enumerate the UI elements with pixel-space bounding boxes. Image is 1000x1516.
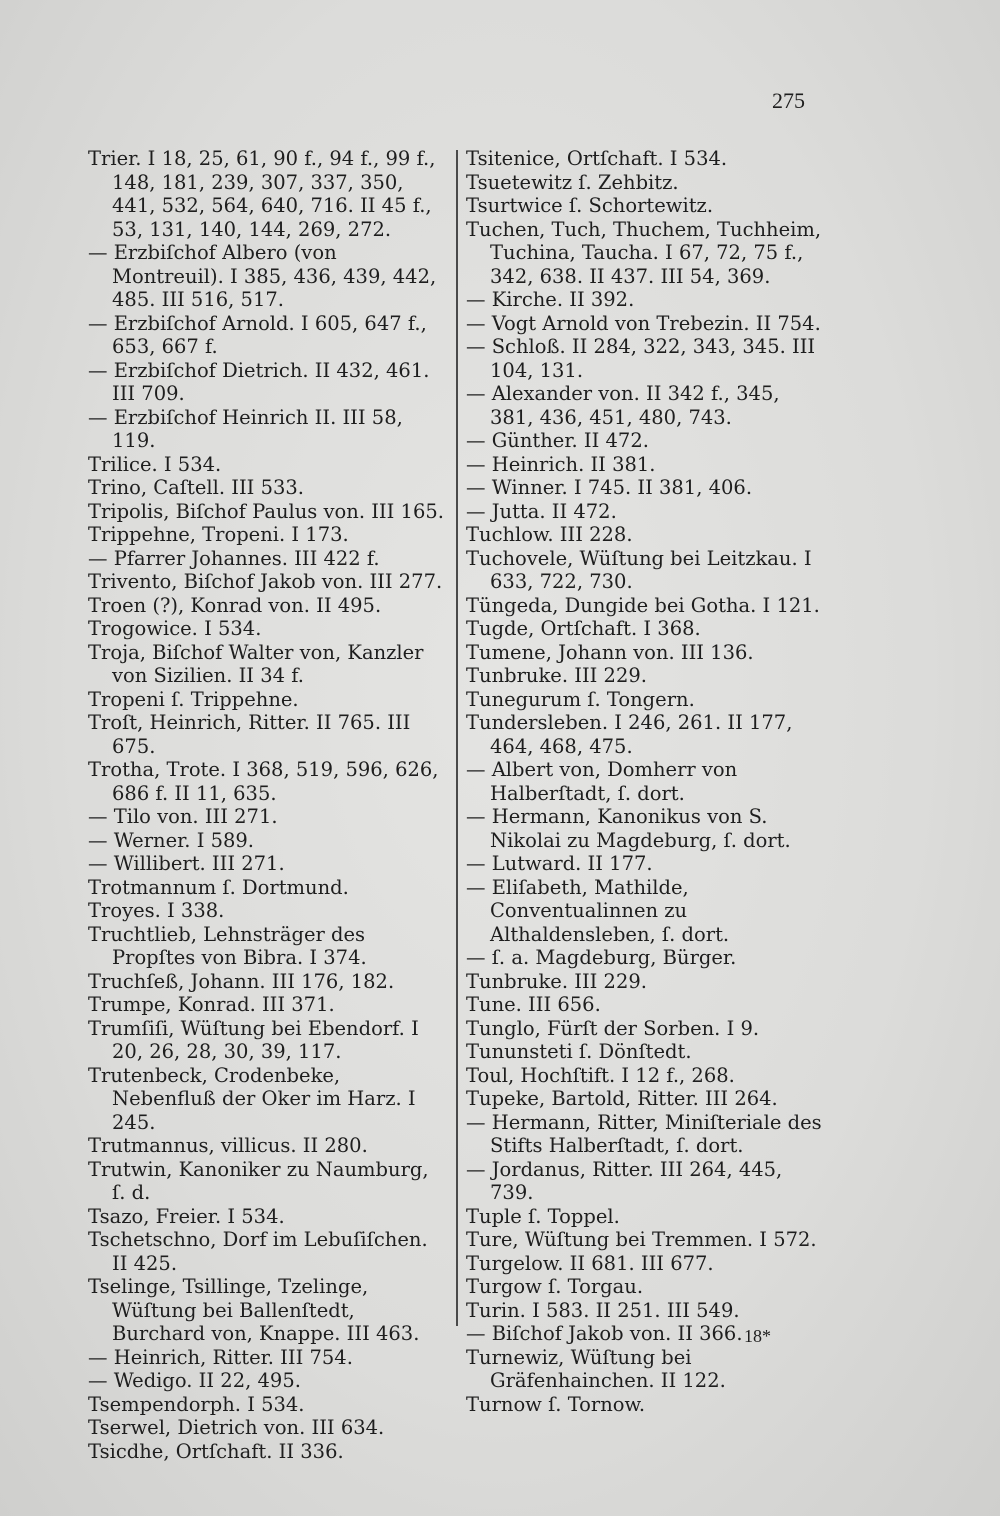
index-entry: Tuchovele, Wüſtung bei Leitzkau. I 633, 722, 730.: [466, 546, 812, 593]
index-entry: Trutenbeck, Crodenbeke, Nebenfluß der Oker im Harz. I 245.: [88, 1063, 416, 1134]
index-entry: Trumpe, Konrad. III 371.: [88, 993, 335, 1016]
index-entry: Troen (?), Konrad von. II 495.: [88, 593, 382, 617]
index-entry: Turnow ſ. Tornow.: [466, 1392, 646, 1416]
index-entry: — Erzbiſchof Dietrich. II 432, 461. III 709.: [88, 358, 430, 405]
index-entry: Truchtlieb, Lehnsträger des Propſtes von Bibra. I 374.: [88, 922, 367, 969]
index-entry: Trippehne, Tropeni. I 173.: [88, 523, 349, 546]
left-index-column: [88, 147, 448, 1463]
index-entry: — Winner. I 745. II 381, 406.: [466, 476, 753, 499]
index-entry: — Hermann, Ritter, Miniſteriale des Stifts Halberſtadt, ſ. dort.: [466, 1110, 822, 1157]
index-entry: Tsempendorph. I 534.: [88, 1392, 305, 1416]
index-entry: Tserwel, Dietrich von. III 634.: [88, 1416, 385, 1439]
index-entry: Tunglo, Fürſt der Sorben. I 9.: [466, 1016, 760, 1040]
index-entry: Tschetschno, Dorf im Lebuſiſchen. II 425.: [88, 1228, 428, 1275]
index-entry: — Günther. II 472.: [466, 429, 649, 452]
index-entry: Tüngeda, Dungide bei Gotha. I 121.: [466, 593, 820, 617]
index-entry: — Tilo von. III 271.: [88, 805, 278, 828]
index-entry: — Vogt Arnold von Trebezin. II 754.: [466, 311, 821, 335]
signature-mark: 18*: [744, 1326, 771, 1346]
index-entry: — Pfarrer Johannes. III 422 f.: [88, 546, 380, 570]
index-entry: Trotmannum ſ. Dortmund.: [88, 875, 349, 899]
index-entry: Tugde, Ortſchaft. I 368.: [466, 617, 701, 640]
index-entry: Trogowice. I 534.: [88, 617, 262, 640]
index-entry: Tune. III 656.: [466, 993, 601, 1016]
index-entry: — Kirche. II 392.: [466, 288, 635, 311]
index-entry: — Werner. I 589.: [88, 828, 255, 852]
index-entry: — Jordanus, Ritter. III 264, 445, 739.: [466, 1157, 783, 1204]
index-entry: — Lutward. II 177.: [466, 852, 653, 875]
index-entry: — Biſchof Jakob von. II 366.: [466, 1322, 743, 1345]
index-entry: Trutwin, Kanoniker zu Naumburg, ſ. d.: [88, 1157, 429, 1204]
index-entry: — Albert von, Domherr von Halberſtadt, ſ. dort.: [466, 758, 738, 805]
index-entry: Tropeni ſ. Trippehne.: [88, 687, 299, 711]
index-entry: Trumſiſi, Wüſtung bei Ebendorf. I 20, 26, 28, 30, 39, 117.: [88, 1016, 419, 1063]
index-entry: Tsitenice, Ortſchaft. I 534.: [466, 147, 728, 170]
index-entry: Tsuetewitz ſ. Zehbitz.: [466, 170, 679, 194]
index-entry: Ture, Wüſtung bei Tremmen. I 572.: [466, 1228, 817, 1251]
index-entry: — Erzbiſchof Albero (von Montreuil). I 385, 436, 439, 442, 485. III 516, 517.: [88, 241, 437, 311]
index-entry: Tripolis, Biſchof Paulus von. III 165.: [88, 499, 444, 523]
index-entry: Tunbruke. III 229.: [466, 664, 647, 687]
index-entry: — Willibert. III 271.: [88, 852, 285, 875]
index-entry: Tselinge, Tsillinge, Tzelinge, Wüſtung bei Ballenſtedt, Burchard von, Knappe. III 463.: [88, 1275, 420, 1345]
index-entry: Tsazo, Freier. I 534.: [88, 1204, 285, 1228]
index-entry: Trotha, Trote. I 368, 519, 596, 626, 686 f. II 11, 635.: [88, 758, 439, 805]
index-entry: Turgelow. II 681. III 677.: [466, 1251, 714, 1275]
index-entry: — Hermann, Kanonikus von S. Nikolai zu Magdeburg, ſ. dort.: [466, 805, 791, 852]
index-entry: Tundersleben. I 246, 261. II 177, 464, 468, 475.: [466, 711, 793, 758]
index-entry: Tumene, Johann von. III 136.: [466, 640, 754, 664]
index-entry: Turin. I 583. II 251. III 549.: [466, 1298, 740, 1322]
index-entry: Tunegurum ſ. Tongern.: [466, 687, 695, 711]
index-entry: — Heinrich, Ritter. III 754.: [88, 1345, 353, 1369]
index-entry: Tuple ſ. Toppel.: [466, 1204, 620, 1228]
index-entry: Tsicdhe, Ortſchaft. II 336.: [88, 1439, 344, 1463]
index-entry: — Erzbiſchof Heinrich II. III 58, 119.: [88, 405, 403, 452]
index-entry: Troſt, Heinrich, Ritter. II 765. III 675.: [88, 711, 411, 758]
index-entry: Turnewiz, Wüſtung bei Gräfenhainchen. II 122.: [466, 1345, 726, 1392]
index-entry: Tuchlow. III 228.: [466, 523, 633, 546]
index-entry: Trivento, Biſchof Jakob von. III 277.: [88, 570, 443, 593]
index-entry: — Schloß. II 284, 322, 343, 345. III 104, 131.: [466, 335, 816, 382]
index-entry: Tuchen, Tuch, Thuchem, Tuchheim, Tuchina, Taucha. I 67, 72, 75 f., 342, 638. II 437. III 54, 369.: [466, 217, 822, 288]
index-entry: Trilice. I 534.: [88, 452, 222, 476]
index-entry: Truchſeß, Johann. III 176, 182.: [88, 969, 395, 993]
index-entry: Tunbruke. III 229.: [466, 969, 647, 993]
index-entry: — Alexander von. II 342 f., 345, 381, 436, 451, 480, 743.: [466, 382, 780, 429]
right-index-column: [466, 147, 828, 1416]
index-entry: Toul, Hochſtift. I 12 f., 268.: [466, 1063, 735, 1087]
index-entry: Trino, Caſtell. III 533.: [88, 476, 304, 499]
index-entry: Troja, Biſchof Walter von, Kanzler von Sizilien. II 34 f.: [88, 640, 424, 687]
page-number: 275: [772, 88, 805, 113]
index-entry: — Jutta. II 472.: [466, 499, 617, 523]
column-divider: [456, 150, 458, 1326]
index-entry: Trier. I 18, 25, 61, 90 f., 94 f., 99 f., 148, 181, 239, 307, 337, 350, 441, 532, 564, 640, 716. II 45 f., 53, 131, 140, 144, 269, 272.: [88, 147, 436, 241]
index-entry: Turgow ſ. Torgau.: [466, 1275, 644, 1298]
index-entry: — Heinrich. II 381.: [466, 452, 656, 476]
index-entry: — Erzbiſchof Arnold. I 605, 647 f., 653, 667 f.: [88, 311, 427, 358]
index-entry: — Eliſabeth, Mathilde, Conventualinnen zu Althaldensleben, ſ. dort.: [466, 875, 730, 946]
index-entry: — ſ. a. Magdeburg, Bürger.: [466, 946, 737, 969]
index-entry: Troyes. I 338.: [88, 899, 225, 922]
index-entry: Tupeke, Bartold, Ritter. III 264.: [466, 1087, 778, 1110]
index-entry: — Wedigo. II 22, 495.: [88, 1369, 301, 1392]
index-entry: Tsurtwice ſ. Schortewitz.: [466, 194, 714, 217]
index-entry: Tununsteti ſ. Dönſtedt.: [466, 1040, 692, 1063]
index-entry: Trutmannus, villicus. II 280.: [88, 1134, 368, 1157]
